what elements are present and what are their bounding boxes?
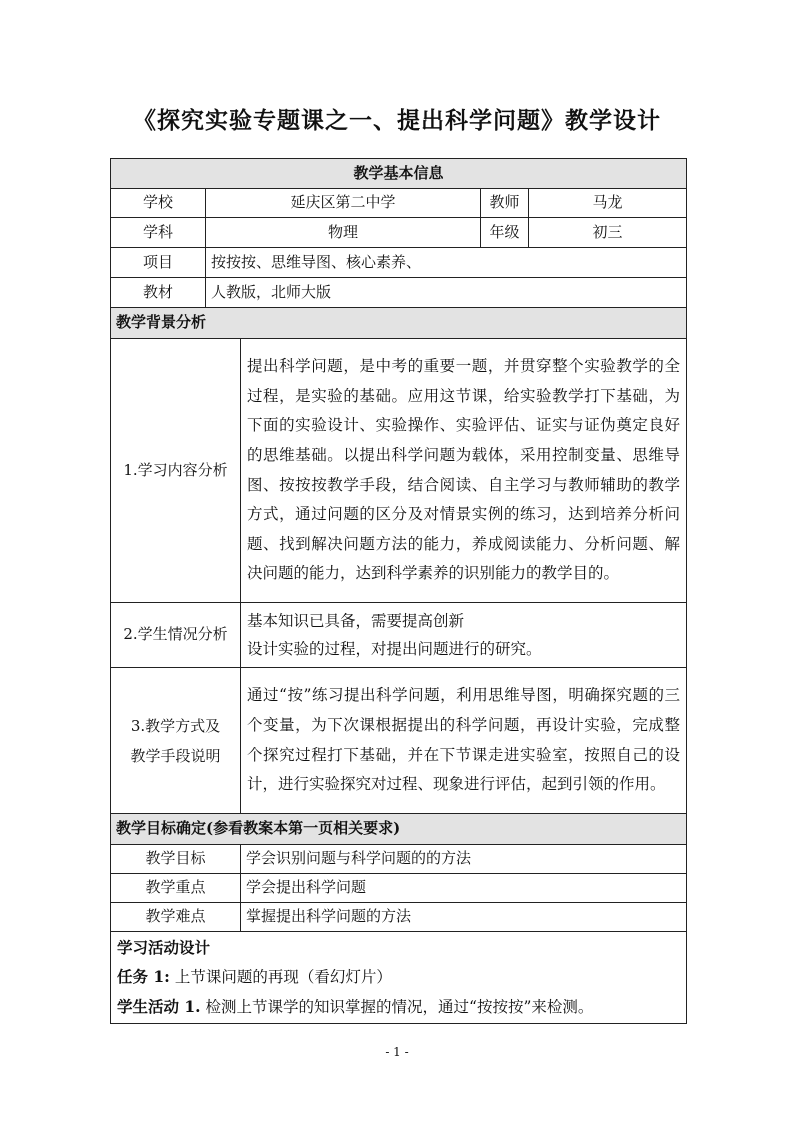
goal-value: 学会识别问题与科学问题的的方法 [241, 845, 687, 874]
content-analysis-text: 提出科学问题，是中考的重要一题，并贯穿整个实验教学的全过程，是实验的基础。应用这节课，给实验教学打下基础，为下面的实验设计、实验操作、实验评估、证实与证伪奠定良好的思维基础。以提出科学问题为载体，采用控制变量、思维导图、按按按教学手段，结合阅读、自主学习与教师辅助的教学方式，通过问题的区分及对情景实例的练习，达到培养分析问题、找到解决问题方法的能力，养成阅读能力、分析问题、解决问题的能力，达到科学素养的识别能力的教学目的。 [241, 339, 687, 603]
activity-1-line [117, 992, 680, 1022]
basic-info-header: 教学基本信息 [111, 159, 687, 189]
subject-value: 物理 [206, 218, 481, 248]
school-label: 学校 [111, 189, 206, 218]
lesson-plan-table [110, 158, 687, 1024]
student-analysis-label: 2.学生情况分析 [111, 603, 241, 668]
background-header: 教学背景分析 [111, 308, 687, 339]
student-analysis-line-1: 基本知识已具备，需要提高创新 [247, 612, 465, 630]
activities-cell [111, 932, 687, 1024]
document-title: 《探究实验专题课之一、提出科学问题》教学设计 [133, 108, 661, 134]
key-point-value: 学会提出科学问题 [241, 874, 687, 903]
activity-1-text: 检测上节课学的知识掌握的情况，通过“按按按”来检测。 [205, 998, 594, 1016]
activities-header: 学习活动设计 [117, 938, 211, 957]
school-value: 延庆区第二中学 [206, 189, 481, 218]
project-value: 按按按、思维导图、核心素养、 [206, 248, 687, 278]
subject-label: 学科 [111, 218, 206, 248]
grade-label: 年级 [481, 218, 529, 248]
content-analysis-label: 1.学习内容分析 [111, 339, 241, 603]
activity-1-label: 学生活动 1. [117, 997, 201, 1016]
key-point-label: 教学重点 [111, 874, 241, 903]
project-label: 项目 [111, 248, 206, 278]
method-label [111, 668, 241, 814]
teacher-label: 教师 [481, 189, 529, 218]
task-1-text: 上节课问题的再现（看幻灯片） [174, 968, 392, 986]
difficulty-label: 教学难点 [111, 903, 241, 932]
page-number: - 1 - [385, 1045, 409, 1059]
teacher-value: 马龙 [529, 189, 687, 218]
method-label-line-1: 3.教学方式及 [130, 716, 221, 735]
student-analysis-cell [241, 603, 687, 668]
student-analysis-line-2: 设计实验的过程，对提出问题进行的研究。 [247, 640, 542, 658]
goal-label: 教学目标 [111, 845, 241, 874]
task-1-label: 任务 1: [117, 967, 170, 986]
textbook-value: 人教版，北师大版 [206, 278, 687, 308]
objectives-header: 教学目标确定(参看教案本第一页相关要求) [111, 814, 687, 845]
difficulty-value: 掌握提出科学问题的方法 [241, 903, 687, 932]
method-label-line-2: 教学手段说明 [130, 746, 221, 765]
grade-value: 初三 [529, 218, 687, 248]
method-text: 通过“按”练习提出科学问题，利用思维导图，明确探究题的三个变量，为下次课根据提出的科学问题，再设计实验，完成整个探究过程打下基础，并在下节课走进实验室，按照自己的设计，进行实验探究对过程、现象进行评估，起到引领的作用。 [241, 668, 687, 814]
task-1-line [117, 962, 680, 992]
textbook-label: 教材 [111, 278, 206, 308]
